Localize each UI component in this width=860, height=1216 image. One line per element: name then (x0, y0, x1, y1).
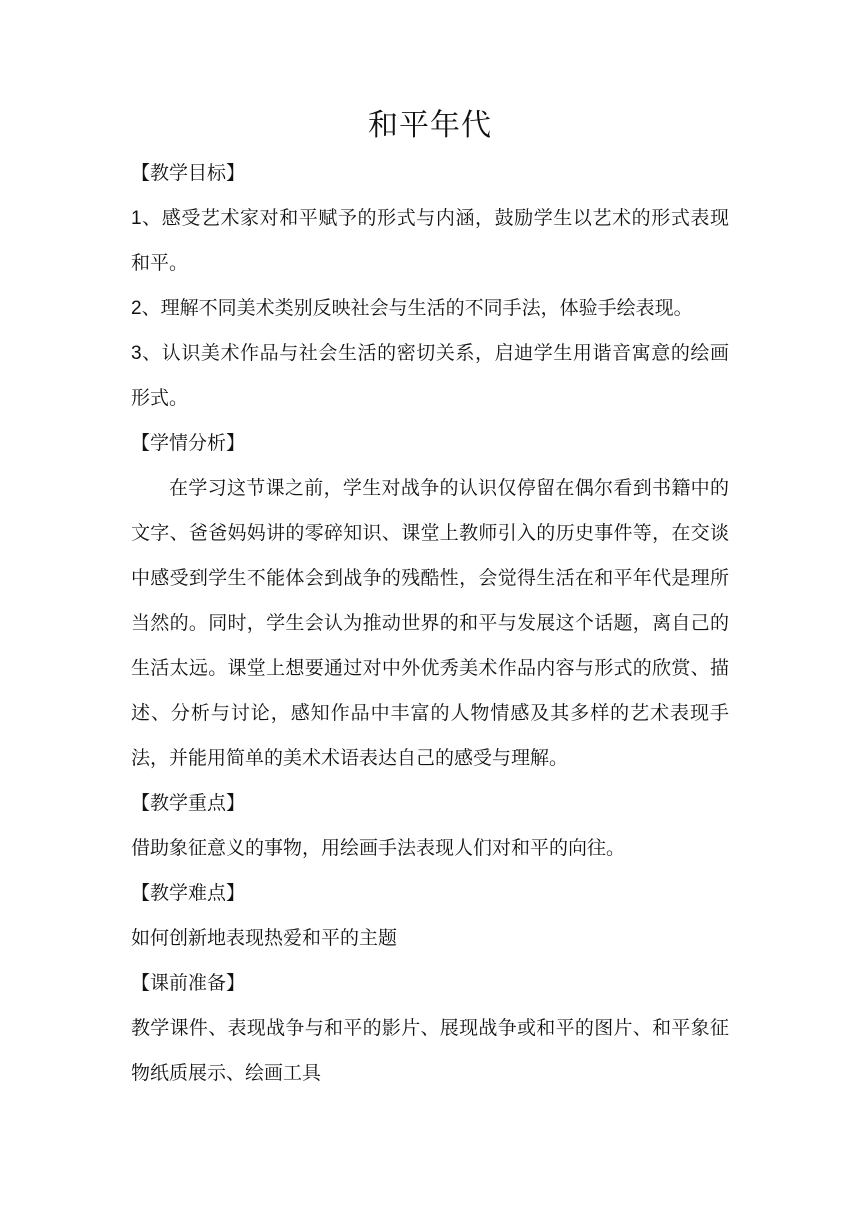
key-points-heading: 【教学重点】 (131, 792, 246, 814)
objective-text: 、认识美术作品与社会生活的密切关系，启迪学生用谐音寓意的绘画形式。 (131, 342, 729, 409)
preparation-heading: 【课前准备】 (131, 972, 246, 994)
objective-text: 、理解不同美术类别反映社会与生活的不同手法，体验手绘表现。 (141, 297, 693, 319)
difficulties-heading: 【教学难点】 (131, 882, 246, 904)
preparation-text: 教学课件、表现战争与和平的影片、展现战争或和平的图片、和平象征物纸质展示、绘画工具 (131, 1017, 729, 1084)
analysis-heading: 【学情分析】 (131, 432, 246, 454)
objectives-heading: 【教学目标】 (131, 162, 246, 184)
objective-text: 、感受艺术家对和平赋予的形式与内涵，鼓励学生以艺术的形式表现和平。 (131, 207, 729, 274)
objective-number: 2 (131, 298, 142, 319)
difficulties-text: 如何创新地表现热爱和平的主题 (131, 927, 398, 949)
analysis-paragraph: 在学习这节课之前，学生对战争的认识仅停留在偶尔看到书籍中的文字、爸爸妈妈讲的零碎知识、课堂上教师引入的历史事件等，在交谈中感受到学生不能体会到战争的残酷性，会觉得生活在和平年代是理所当然的。同时，学生会认为推动世界的和平与发展这个话题，离自己的生活太远。课堂上想要通过对中外优秀美术作品内容与形式的欣赏、描述、分析与讨论，感知作品中丰富的人物情感及其多样的艺术表现手法，并能用简单的美术术语表达自己的感受与理解。 (131, 477, 729, 769)
objective-item-1 (131, 196, 729, 286)
key-points-text: 借助象征意义的事物，用绘画手法表现人们对和平的向往。 (131, 837, 626, 859)
document-body (131, 151, 729, 1096)
objective-number: 1 (131, 208, 142, 229)
objective-number: 3 (131, 343, 142, 364)
objective-item-2 (131, 286, 729, 331)
objective-item-3 (131, 331, 729, 421)
document-title: 和平年代 (368, 108, 492, 143)
